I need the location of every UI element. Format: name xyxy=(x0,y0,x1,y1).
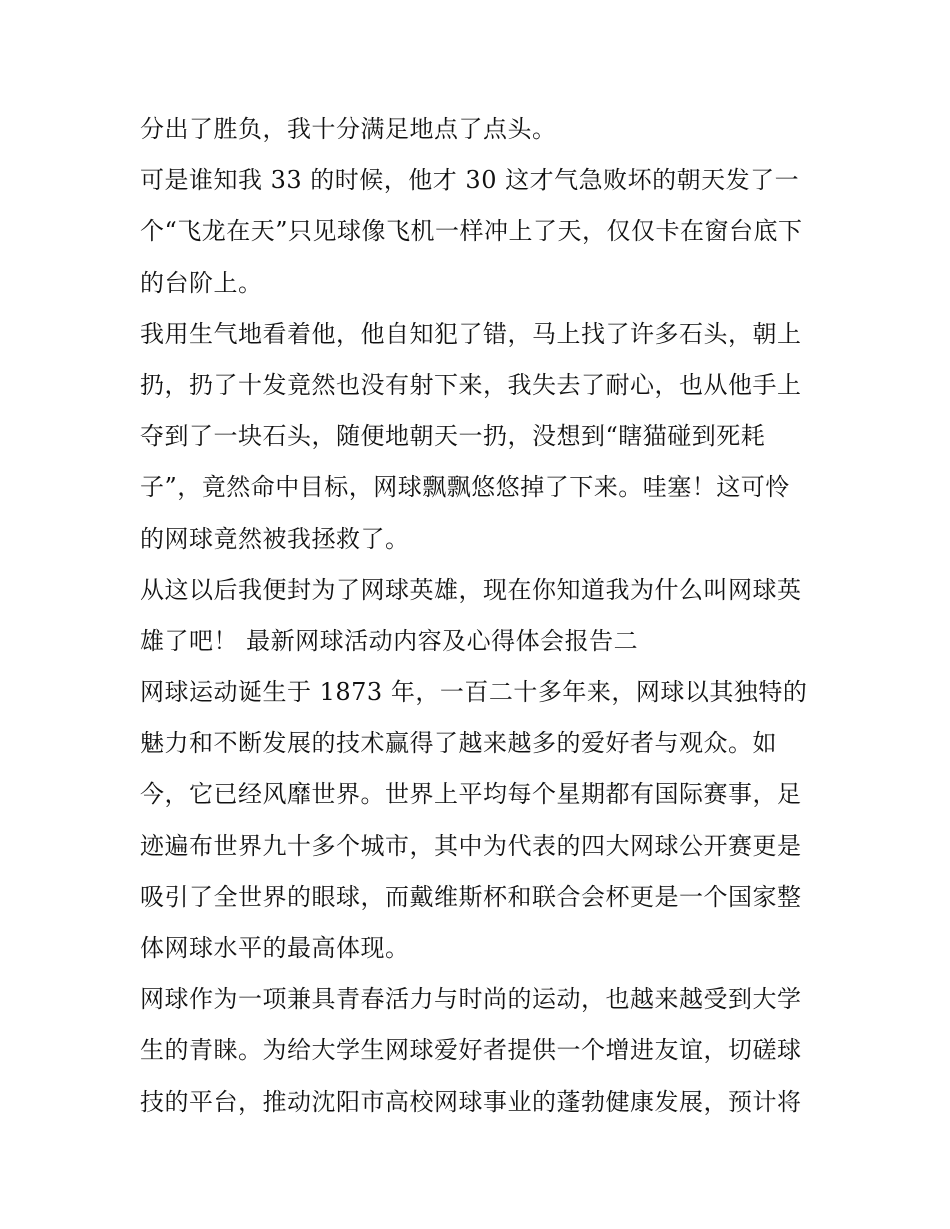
text-line: 网球运动诞生于 1873 年，一百二十多年来，网球以其独特的 xyxy=(140,678,808,707)
text-line: 可是谁知我 33 的时候，他才 30 这才气急败坏的朝天发了一 xyxy=(140,166,800,195)
text-line: 体网球水平的最高体现。 xyxy=(140,934,410,962)
text-line: 从这以后我便封为了网球英雄，现在你知道我为什么叫网球英 xyxy=(140,575,802,604)
text-line: 吸引了全世界的眼球，而戴维斯杯和联合会杯更是一个国家整 xyxy=(140,882,802,911)
text-line: 雄了吧！ 最新网球活动内容及心得体会报告二 xyxy=(140,626,639,655)
text-line: 迹遍布世界九十多个城市，其中为代表的四大网球公开赛更是 xyxy=(140,831,802,860)
text-line: 魅力和不断发展的技术赢得了越来越多的爱好者与观众。如 xyxy=(140,729,777,758)
text-line: 子”，竟然命中目标，网球飘飘悠悠掉了下来。哇塞！这可怜 xyxy=(140,473,790,502)
text-line: 的台阶上。 xyxy=(140,268,263,297)
text-line: 个“飞龙在天”只见球像飞机一样冲上了天，仅仅卡在窗台底下 xyxy=(140,217,803,246)
text-line: 分出了胜负，我十分满足地点了点头。 xyxy=(140,115,557,143)
text-line: 生的青睐。为给大学生网球爱好者提供一个增进友谊，切磋球 xyxy=(140,1036,802,1065)
text-line: 今，它已经风靡世界。世界上平均每个星期都有国际赛事，足 xyxy=(140,780,802,809)
text-line: 扔，扔了十发竟然也没有射下来，我失去了耐心，也从他手上 xyxy=(140,370,802,399)
text-line: 网球作为一项兼具青春活力与时尚的运动，也越来越受到大学 xyxy=(140,985,802,1014)
text-line: 我用生气地看着他，他自知犯了错，马上找了许多石头，朝上 xyxy=(140,319,802,348)
document-body-text xyxy=(140,104,815,1128)
text-line: 的网球竟然被我拯救了。 xyxy=(140,524,410,553)
text-line: 技的平台，推动沈阳市高校网球事业的蓬勃健康发展，预计将 xyxy=(140,1087,802,1116)
text-line: 夺到了一块石头，随便地朝天一扔，没想到“瞎猫碰到死耗 xyxy=(140,422,766,451)
